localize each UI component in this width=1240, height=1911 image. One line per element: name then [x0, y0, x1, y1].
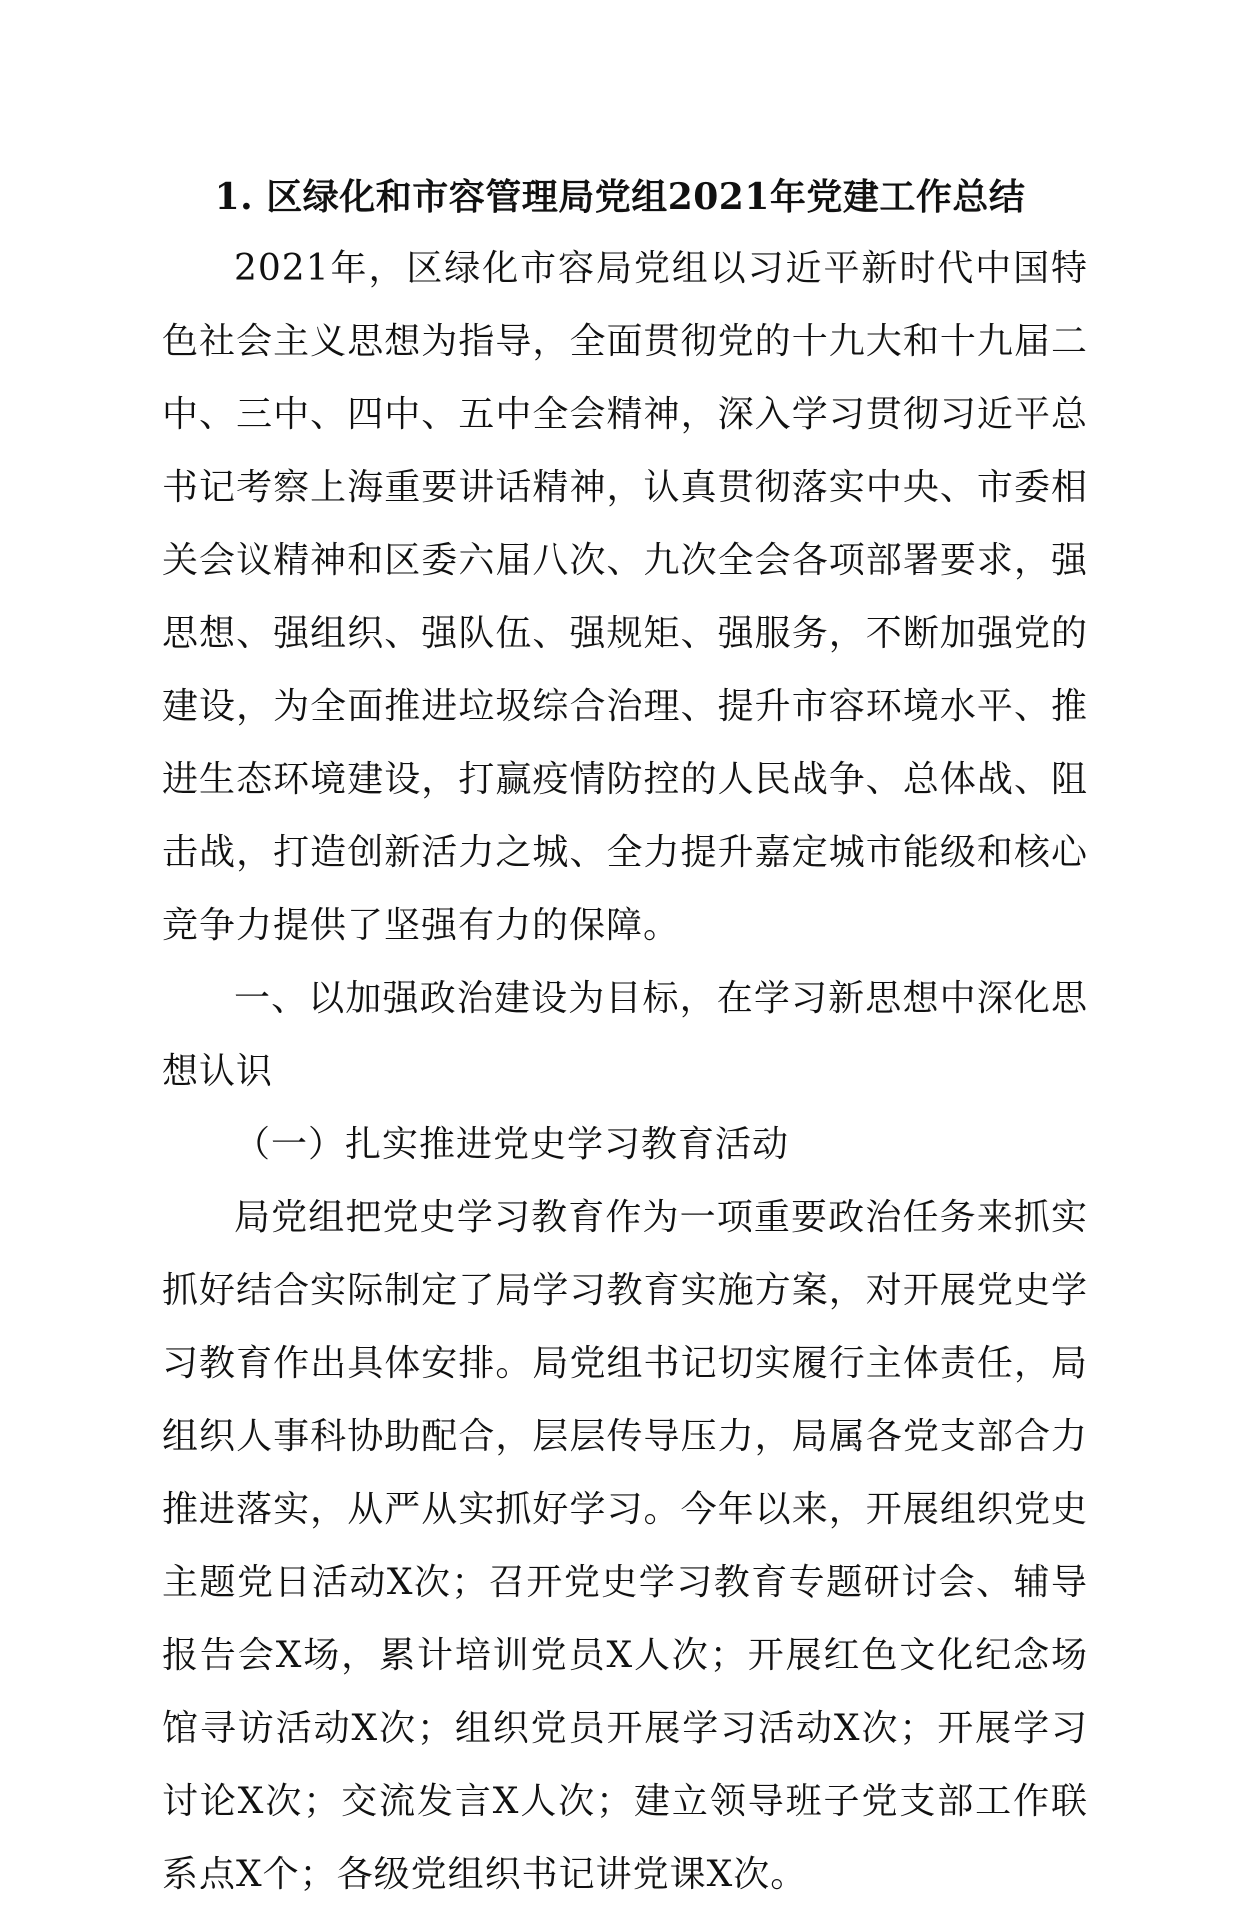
section-heading: 一、以加强政治建设为目标，在学习新思想中深化思想认识	[162, 978, 1088, 1092]
subsection-heading: （一）扎实推进党史学习教育活动	[234, 1124, 790, 1165]
intro-paragraph: 2021年，区绿化市容局党组以习近平新时代中国特色社会主义思想为指导，全面贯彻党的十九大和十九届二中、三中、四中、五中全会精神，深入学习贯彻习近平总书记考察上海重要讲话精神，认真贯彻落实中央、市委相关会议精神和区委六届八次、九次全会各项部署要求，强思想、强组织、强队伍、强规矩、强服务，不断加强党的建设，为全面推进垃圾综合治理、提升市容环境水平、推进生态环境建设，打赢疫情防控的人民战争、总体战、阻击战，打造创新活力之城、全力提升嘉定城市能级和核心竞争力提供了坚强有力的保障。	[162, 248, 1088, 946]
subsection-paragraph: 局党组把党史学习教育作为一项重要政治任务来抓实抓好结合实际制定了局学习教育实施方案，对开展党史学习教育作出具体安排。局党组书记切实履行主体责任，局组织人事科协助配合，层层传导压力，局属各党支部合力推进落实，从严从实抓好学习。今年以来，开展组织党史主题党日活动X次；召开党史学习教育专题研讨会、辅导报告会X场，累计培训党员X人次；开展红色文化纪念场馆寻访活动X次；组织党员开展学习活动X次；开展学习讨论X次；交流发言X人次；建立领导班子党支部工作联系点X个；各级党组织书记讲党课X次。	[162, 1197, 1088, 1895]
document-body	[162, 232, 1088, 1911]
document-title: 1. 区绿化和市容管理局党组2021年党建工作总结	[214, 176, 1026, 218]
